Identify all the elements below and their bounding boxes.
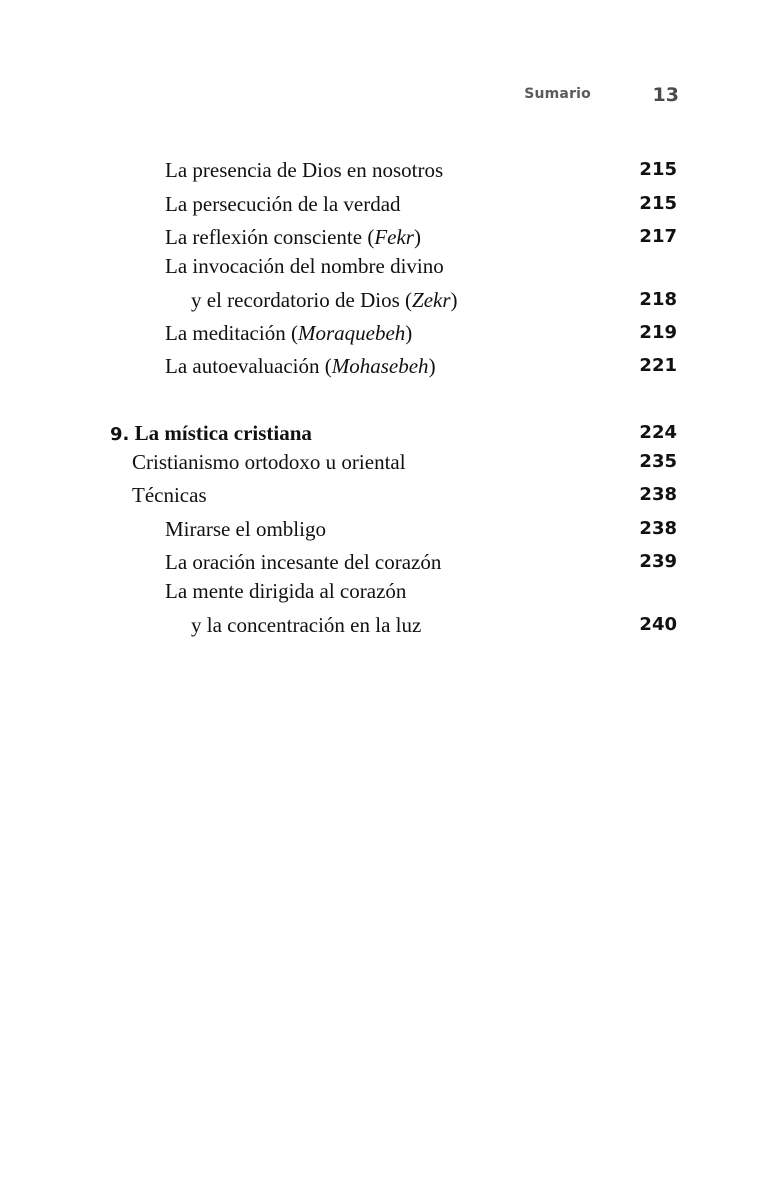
toc-entry-title: y la concentración en la luz [191, 613, 422, 637]
toc-entry-title: Mirarse el ombligo [165, 517, 326, 541]
toc-entry-title: La oración incesante del corazón [165, 550, 442, 574]
toc-entry-title: La reflexión consciente (Fekr) [165, 225, 421, 249]
page-number: 13 [652, 84, 679, 106]
toc-entry-title: La invocación del nombre divino [165, 254, 444, 278]
chapter-number: 9. [110, 424, 130, 445]
toc-entry-title: La autoevaluación (Mohasebeh) [165, 354, 436, 378]
toc-entry [0, 579, 773, 609]
toc-entry-title: La persecución de la verdad [165, 192, 401, 216]
running-title: Sumario [524, 86, 591, 102]
toc-entry-page: 215 [639, 193, 677, 214]
toc-entry-title: La mente dirigida al corazón [165, 579, 407, 603]
toc-entry-continuation [0, 613, 773, 643]
toc-entry-title: y el recordatorio de Dios (Zekr) [191, 288, 458, 312]
toc-entry-page: 215 [639, 159, 677, 180]
toc-entry [0, 158, 773, 188]
toc-entry-page: 219 [639, 322, 677, 343]
toc-entry-page: 238 [639, 518, 677, 539]
toc-entry-page: 239 [639, 551, 677, 572]
toc-entry [0, 483, 773, 513]
toc-entry-title: Técnicas [132, 483, 207, 507]
toc-entry-page: 240 [639, 614, 677, 635]
toc-entry [0, 517, 773, 547]
toc-entry-page: 221 [639, 355, 677, 376]
toc-entry-page: 218 [639, 289, 677, 310]
toc-entry-title: La presencia de Dios en nosotros [165, 158, 444, 182]
toc-entry-page: 235 [639, 451, 677, 472]
toc-entry [0, 550, 773, 580]
running-head [0, 84, 773, 108]
toc-entry-page: 217 [639, 226, 677, 247]
toc-entry [0, 225, 773, 255]
toc-entry [0, 192, 773, 222]
toc-entry-title: Cristianismo ortodoxo u oriental [132, 450, 406, 474]
toc-entry-title: La meditación (Moraquebeh) [165, 321, 413, 345]
toc-entry [0, 354, 773, 384]
toc-entry-page: 224 [639, 422, 677, 443]
toc-entry [0, 321, 773, 351]
toc-chapter-entry [0, 421, 773, 451]
toc-chapter-title: 9. La mística cristiana [110, 421, 312, 445]
toc-entry-continuation [0, 288, 773, 318]
toc-entry [0, 450, 773, 480]
toc-entry-page: 238 [639, 484, 677, 505]
toc-entry [0, 254, 773, 284]
